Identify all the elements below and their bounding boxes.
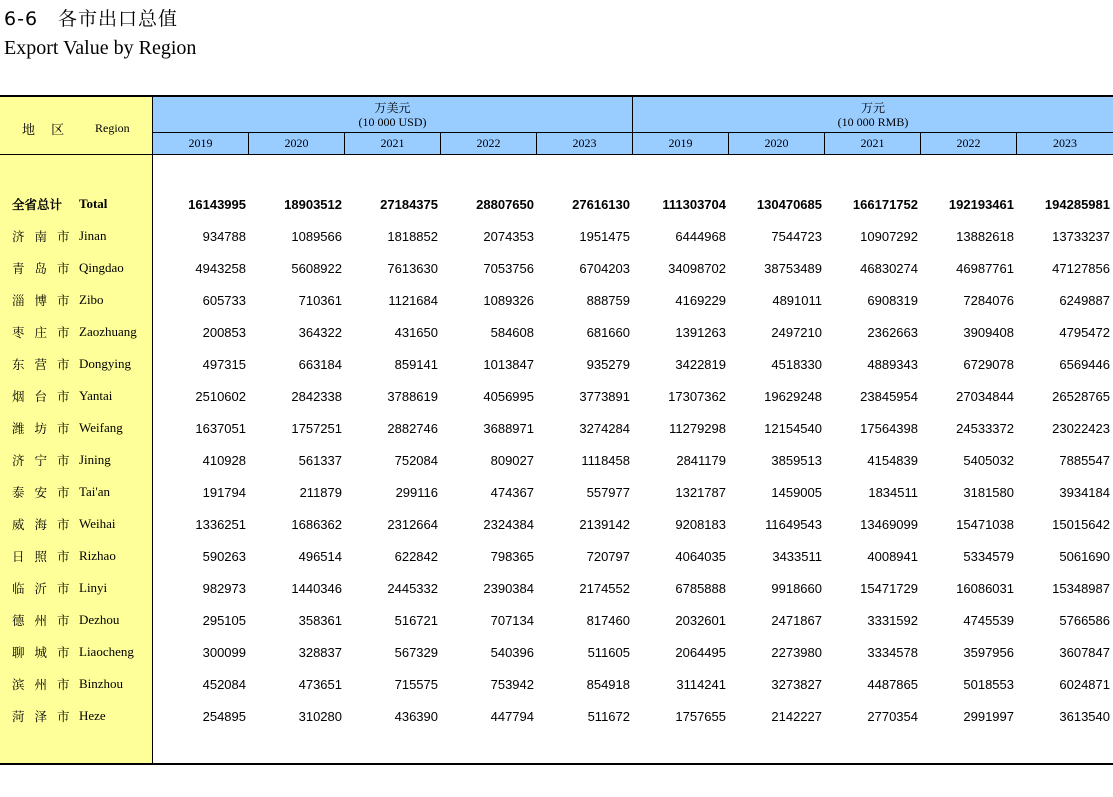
year-header: 2023 [537, 133, 633, 154]
region-name-cn: 威 海 市 [12, 517, 73, 532]
table-row [0, 284, 1113, 316]
value-cell: 4008941 [867, 548, 918, 564]
value-cell: 254895 [202, 708, 246, 724]
usd-group-header [153, 97, 633, 133]
table-row [0, 508, 1113, 540]
value-cell: 1121684 [388, 292, 438, 308]
table-row [0, 412, 1113, 444]
value-cell: 1089326 [483, 292, 534, 308]
value-cell: 4056995 [483, 388, 534, 404]
value-cell: 34098702 [668, 260, 726, 276]
value-cell: 1013847 [483, 356, 534, 372]
year-header: 2023 [1053, 136, 1077, 150]
region-name-cn: 烟 台 市 [12, 389, 73, 404]
value-cell: 3181580 [963, 484, 1014, 500]
value-cell: 2142227 [771, 708, 822, 724]
value-cell: 6785888 [675, 580, 726, 596]
value-cell: 720797 [586, 548, 630, 564]
value-cell: 38753489 [764, 260, 822, 276]
region-name-en: Zibo [79, 292, 104, 307]
value-cell: 854918 [586, 676, 630, 692]
value-cell: 752084 [394, 452, 438, 468]
table-row [0, 636, 1113, 668]
table-row [0, 348, 1113, 380]
value-cell: 5061690 [1059, 548, 1110, 564]
value-cell: 715575 [394, 676, 438, 692]
value-cell: 561337 [298, 452, 342, 468]
value-cell: 9918660 [771, 580, 822, 596]
value-cell: 2032601 [675, 612, 726, 628]
value-cell: 2471867 [771, 612, 822, 628]
value-cell: 3788619 [387, 388, 438, 404]
value-cell: 13882618 [956, 228, 1014, 244]
bottom-rule [0, 763, 1113, 765]
region-name-cn: 淄 博 市 [12, 293, 73, 308]
value-cell: 4518330 [771, 356, 822, 372]
value-cell: 567329 [394, 644, 438, 660]
value-cell: 310280 [298, 708, 342, 724]
value-cell: 1440346 [291, 580, 342, 596]
value-cell: 3274284 [579, 420, 630, 436]
value-cell: 3334578 [867, 644, 918, 660]
value-cell: 3934184 [1059, 484, 1110, 500]
value-cell: 6569446 [1059, 356, 1110, 372]
value-cell: 6444968 [675, 228, 726, 244]
value-cell: 1757655 [675, 708, 726, 724]
table-row [0, 700, 1113, 732]
value-cell: 28807650 [476, 196, 534, 212]
value-cell: 2841179 [676, 452, 726, 468]
value-cell: 3773891 [579, 388, 630, 404]
table-row [0, 668, 1113, 700]
region-name-cn: 济 南 市 [12, 229, 73, 244]
year-header: 2022 [441, 133, 537, 154]
value-cell: 798365 [490, 548, 534, 564]
value-cell: 7284076 [963, 292, 1014, 308]
value-cell: 364322 [298, 324, 342, 340]
table-row [0, 380, 1113, 412]
region-name-en: Weihai [79, 516, 116, 531]
value-cell: 15015642 [1052, 516, 1110, 532]
value-cell: 1834511 [868, 484, 918, 500]
value-cell: 200853 [202, 324, 246, 340]
value-cell: 605733 [202, 292, 246, 308]
value-cell: 13733237 [1052, 228, 1110, 244]
rmb-group-header [633, 97, 1113, 133]
value-cell: 5018553 [963, 676, 1014, 692]
value-cell: 5608922 [291, 260, 342, 276]
region-name-cn: 潍 坊 市 [12, 421, 73, 436]
value-cell: 497315 [202, 356, 246, 372]
region-name-cn: 菏 泽 市 [12, 709, 73, 724]
value-cell: 753942 [490, 676, 534, 692]
value-cell: 2497210 [771, 324, 822, 340]
value-cell: 888759 [586, 292, 630, 308]
region-name-en: Liaocheng [79, 644, 134, 659]
year-header: 2019 [633, 133, 729, 154]
value-cell: 5766586 [1059, 612, 1110, 628]
value-cell: 2064495 [675, 644, 726, 660]
value-cell: 3688971 [483, 420, 534, 436]
value-cell: 4064035 [675, 548, 726, 564]
value-cell: 2362663 [867, 324, 918, 340]
value-cell: 431650 [394, 324, 438, 340]
region-name-en: Dongying [79, 356, 131, 371]
value-cell: 1818852 [387, 228, 438, 244]
value-cell: 809027 [490, 452, 534, 468]
value-cell: 540396 [490, 644, 534, 660]
region-name-en: Jining [79, 452, 111, 467]
value-cell: 1459005 [771, 484, 822, 500]
year-header: 2021 [345, 133, 441, 154]
year-header-row [153, 133, 1113, 155]
table-row [0, 220, 1113, 252]
value-cell: 410928 [202, 452, 246, 468]
value-cell: 5334579 [963, 548, 1014, 564]
value-cell: 192193461 [948, 196, 1014, 212]
value-cell: 859141 [394, 356, 438, 372]
value-cell: 194285981 [1044, 196, 1110, 212]
region-name-en: Total [79, 196, 108, 211]
value-cell: 11649543 [765, 516, 822, 532]
region-name-cn: 聊 城 市 [12, 645, 73, 660]
value-cell: 24533372 [956, 420, 1014, 436]
value-cell: 12154540 [764, 420, 822, 436]
region-name-en: Yantai [79, 388, 113, 403]
region-header-en: Region [95, 121, 130, 135]
value-cell: 2273980 [771, 644, 822, 660]
region-name-en: Zaozhuang [79, 324, 137, 339]
value-cell: 1757251 [291, 420, 342, 436]
usd-group-en: (10 000 USD) [358, 115, 427, 129]
value-cell: 1391263 [675, 324, 726, 340]
value-cell: 17564398 [860, 420, 918, 436]
value-cell: 1089566 [291, 228, 342, 244]
value-cell: 2139142 [579, 516, 630, 532]
year-header: 2022 [921, 133, 1017, 154]
value-cell: 18903512 [284, 196, 342, 212]
value-cell: 9208183 [675, 516, 726, 532]
value-cell: 130470685 [756, 196, 822, 212]
value-cell: 211879 [299, 484, 342, 500]
region-name-cn: 日 照 市 [12, 549, 73, 564]
value-cell: 6024871 [1059, 676, 1110, 692]
table-row [0, 316, 1113, 348]
region-name-en: Binzhou [79, 676, 124, 691]
value-cell: 3909408 [963, 324, 1014, 340]
region-name-en: Qingdao [79, 260, 124, 275]
value-cell: 15471729 [860, 580, 918, 596]
value-cell: 15348987 [1052, 580, 1110, 596]
region-name-cn: 青 岛 市 [12, 261, 73, 276]
value-cell: 557977 [586, 484, 630, 500]
value-cell: 27616130 [572, 196, 630, 212]
value-cell: 2312664 [387, 516, 438, 532]
region-name-en: Weifang [79, 420, 123, 435]
value-cell: 47127856 [1052, 260, 1110, 276]
value-cell: 710361 [298, 292, 342, 308]
value-cell: 2074353 [483, 228, 534, 244]
region-name-en: Dezhou [79, 612, 120, 627]
value-cell: 6704203 [579, 260, 630, 276]
value-cell: 447794 [490, 708, 534, 724]
value-cell: 1637051 [195, 420, 246, 436]
value-cell: 13469099 [860, 516, 918, 532]
value-cell: 19629248 [764, 388, 822, 404]
value-cell: 7885547 [1059, 452, 1110, 468]
value-cell: 817460 [586, 612, 630, 628]
rmb-group-en: (10 000 RMB) [837, 115, 909, 129]
table-row [0, 444, 1113, 476]
table-row [0, 604, 1113, 636]
table-row [0, 572, 1113, 604]
value-cell: 590263 [202, 548, 246, 564]
value-cell: 166171752 [852, 196, 918, 212]
value-cell: 934788 [202, 228, 246, 244]
value-cell: 4943258 [195, 260, 246, 276]
value-cell: 4169229 [675, 292, 726, 308]
value-cell: 23022423 [1052, 420, 1110, 436]
value-cell: 516721 [394, 612, 438, 628]
value-cell: 3597956 [963, 644, 1014, 660]
value-cell: 46987761 [956, 260, 1014, 276]
value-cell: 473651 [298, 676, 342, 692]
value-cell: 11279298 [669, 420, 726, 436]
value-cell: 1951475 [579, 228, 630, 244]
region-name-en: Heze [79, 708, 106, 723]
region-name-en: Jinan [79, 228, 107, 243]
value-cell: 16086031 [956, 580, 1014, 596]
value-cell: 452084 [202, 676, 246, 692]
value-cell: 3433511 [772, 548, 822, 564]
region-name-en: Rizhao [79, 548, 116, 563]
value-cell: 191794 [202, 484, 246, 500]
region-name-en: Tai'an [79, 484, 111, 499]
value-cell: 15471038 [956, 516, 1014, 532]
value-cell: 7053756 [483, 260, 534, 276]
value-cell: 622842 [394, 548, 438, 564]
value-cell: 23845954 [860, 388, 918, 404]
value-cell: 4795472 [1059, 324, 1110, 340]
region-name-cn: 德 州 市 [12, 613, 73, 628]
value-cell: 5405032 [963, 452, 1014, 468]
region-name-cn: 泰 安 市 [12, 485, 73, 500]
value-cell: 511672 [587, 708, 630, 724]
region-name-cn: 临 沂 市 [12, 581, 73, 596]
value-cell: 16143995 [188, 196, 246, 212]
table-title-cn: 6-6 各市出口总值 [4, 8, 179, 30]
region-name-cn: 滨 州 市 [12, 677, 73, 692]
value-cell: 3114241 [676, 676, 726, 692]
total-row [0, 188, 1113, 220]
region-name-cn: 东 营 市 [12, 357, 73, 372]
value-cell: 2174552 [579, 580, 630, 596]
value-cell: 3422819 [675, 356, 726, 372]
value-cell: 1321787 [675, 484, 726, 500]
value-cell: 7544723 [771, 228, 822, 244]
value-cell: 1686362 [291, 516, 342, 532]
year-header: 2020 [729, 133, 825, 154]
value-cell: 111303704 [662, 196, 726, 212]
value-cell: 300099 [202, 644, 246, 660]
value-cell: 4154839 [867, 452, 918, 468]
table-row [0, 540, 1113, 572]
value-cell: 2842338 [291, 388, 342, 404]
value-cell: 3859513 [771, 452, 822, 468]
value-cell: 2991997 [963, 708, 1014, 724]
value-cell: 358361 [298, 612, 342, 628]
value-cell: 26528765 [1052, 388, 1110, 404]
value-cell: 3331592 [867, 612, 918, 628]
value-cell: 496514 [298, 548, 342, 564]
value-cell: 2510602 [195, 388, 246, 404]
table-row [0, 476, 1113, 508]
value-cell: 2882746 [387, 420, 438, 436]
value-cell: 3613540 [1059, 708, 1110, 724]
table-title-en: Export Value by Region [4, 37, 197, 59]
value-cell: 4891011 [772, 292, 822, 308]
value-cell: 2445332 [387, 580, 438, 596]
value-cell: 4487865 [867, 676, 918, 692]
value-cell: 6729078 [963, 356, 1014, 372]
value-cell: 935279 [586, 356, 630, 372]
value-cell: 707134 [490, 612, 534, 628]
value-cell: 2324384 [483, 516, 534, 532]
year-header: 2020 [249, 133, 345, 154]
value-cell: 27034844 [956, 388, 1014, 404]
value-cell: 46830274 [860, 260, 918, 276]
value-cell: 1118458 [581, 452, 630, 468]
value-cell: 663184 [298, 356, 342, 372]
value-cell: 10907292 [860, 228, 918, 244]
region-name-cn: 济 宁 市 [12, 453, 73, 468]
region-name-en: Linyi [79, 580, 108, 595]
value-cell: 681660 [586, 324, 630, 340]
value-cell: 295105 [202, 612, 246, 628]
year-header: 2021 [825, 133, 921, 154]
value-cell: 27184375 [380, 196, 438, 212]
year-header: 2019 [153, 133, 249, 154]
usd-group-cn: 万美元 [374, 101, 411, 115]
value-cell: 982973 [202, 580, 246, 596]
value-cell: 584608 [490, 324, 534, 340]
value-cell: 511605 [587, 644, 630, 660]
region-header [0, 97, 152, 155]
export-table [0, 95, 1113, 765]
value-cell: 436390 [394, 708, 438, 724]
value-cell: 17307362 [668, 388, 726, 404]
value-cell: 299116 [395, 484, 438, 500]
value-cell: 328837 [298, 644, 342, 660]
rmb-group-cn: 万元 [860, 101, 885, 115]
region-name-cn: 全省总计 [12, 197, 63, 212]
table-row [0, 252, 1113, 284]
value-cell: 6908319 [867, 292, 918, 308]
region-name-cn: 枣 庄 市 [12, 325, 73, 340]
value-cell: 4745539 [963, 612, 1014, 628]
value-cell: 7613630 [387, 260, 438, 276]
value-cell: 6249887 [1059, 292, 1110, 308]
value-cell: 2770354 [867, 708, 918, 724]
value-cell: 2390384 [483, 580, 534, 596]
value-cell: 4889343 [867, 356, 918, 372]
value-cell: 3607847 [1059, 644, 1110, 660]
value-cell: 474367 [490, 484, 534, 500]
region-header-cn: 地 区 [22, 123, 71, 138]
value-cell: 3273827 [771, 676, 822, 692]
value-cell: 1336251 [195, 516, 246, 532]
